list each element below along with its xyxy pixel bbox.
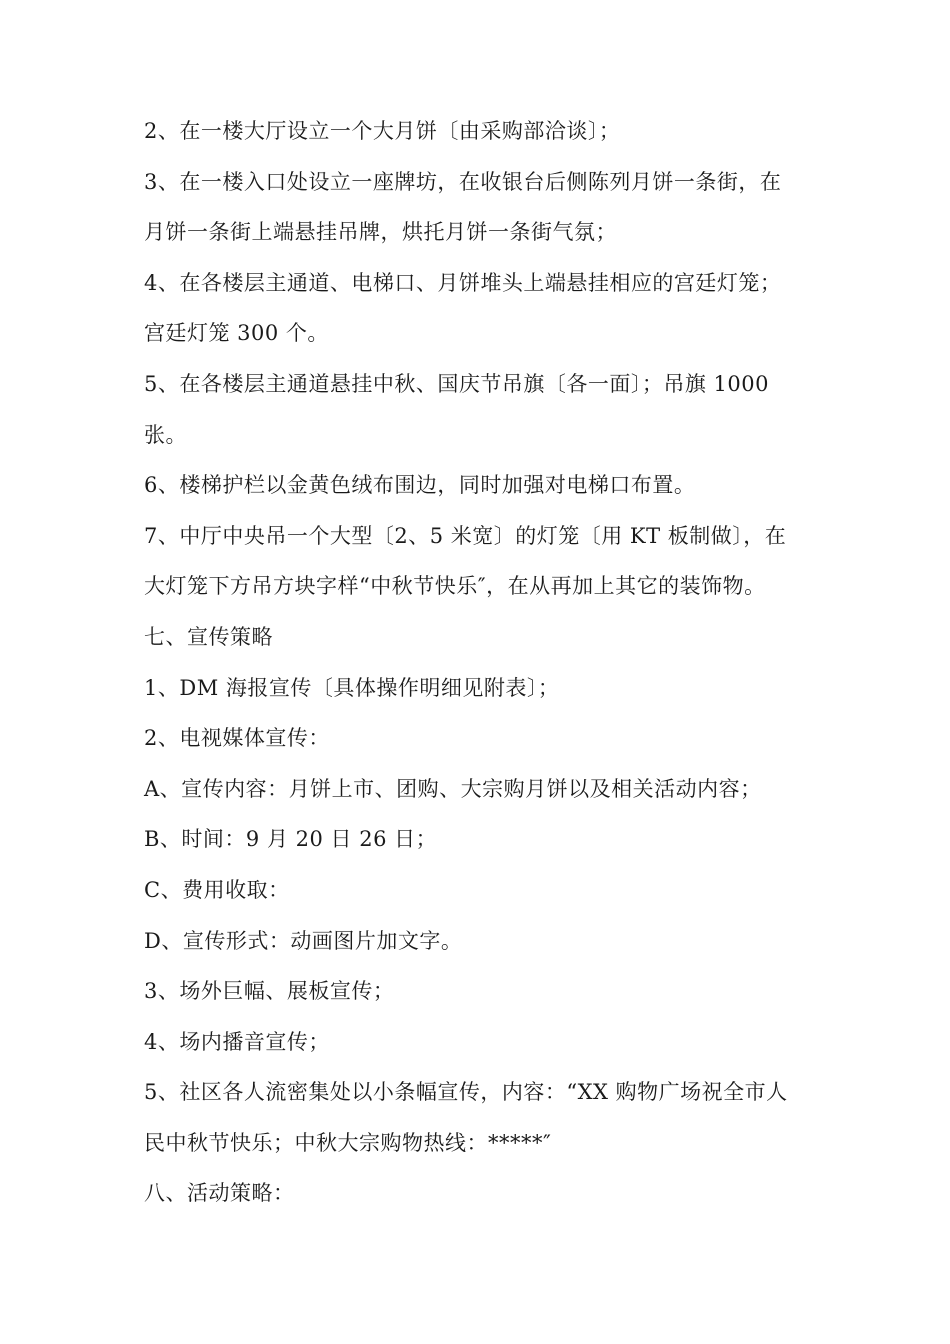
text-line: A、宣传内容：月饼上市、团购、大宗购月饼以及相关活动内容；	[144, 776, 762, 801]
text-line: 3、在一楼入口处设立一座牌坊，在收银台后侧陈列月饼一条街，在	[144, 169, 782, 194]
text-line: 2、在一楼大厅设立一个大月饼〔由采购部洽谈〕；	[144, 119, 621, 143]
text-line: 2、电视媒体宣传：	[144, 726, 330, 751]
text-line: 月饼一条街上端悬挂吊牌，烘托月饼一条街气氛；	[144, 220, 617, 245]
text-line: 张。	[144, 422, 187, 447]
text-line: 6、楼梯护栏以金黄色绒布围边，同时加强对电梯口布置。	[144, 473, 696, 498]
text-line: C、费用收取：	[144, 877, 290, 902]
text-line: 4、场内播音宣传；	[144, 1029, 330, 1054]
text-line: B、时间：9 月 20 日 26 日；	[144, 827, 438, 852]
text-line: 大灯笼下方吊方块字样“中秋节快乐″，在从再加上其它的装饰物。	[144, 574, 766, 599]
text-line: 宫廷灯笼 300 个。	[144, 321, 329, 346]
text-line: 1、DM 海报宣传〔具体操作明细见附表〕；	[144, 675, 560, 700]
text-line: 4、在各楼层主通道、电梯口、月饼堆头上端悬挂相应的宫廷灯笼；	[144, 270, 782, 295]
document-body	[144, 106, 812, 1219]
text-line: 7、中厅中央吊一个大型〔2、5 米宽〕的灯笼〔用 KT 板制做〕，在	[144, 523, 787, 548]
text-line: 3、场外巨幅、展板宣传；	[144, 979, 395, 1004]
text-line: 5、社区各人流密集处以小条幅宣传，内容：“XX 购物广场祝全市人	[144, 1080, 788, 1105]
text-line: D、宣传形式：动画图片加文字。	[144, 928, 463, 953]
text-line: 民中秋节快乐；中秋大宗购物热线：*****″	[144, 1130, 552, 1155]
section-heading: 八、活动策略：	[144, 1181, 295, 1206]
text-line: 5、在各楼层主通道悬挂中秋、国庆节吊旗〔各一面〕；吊旗 1000	[144, 371, 769, 396]
section-heading: 七、宣传策略	[144, 624, 273, 649]
